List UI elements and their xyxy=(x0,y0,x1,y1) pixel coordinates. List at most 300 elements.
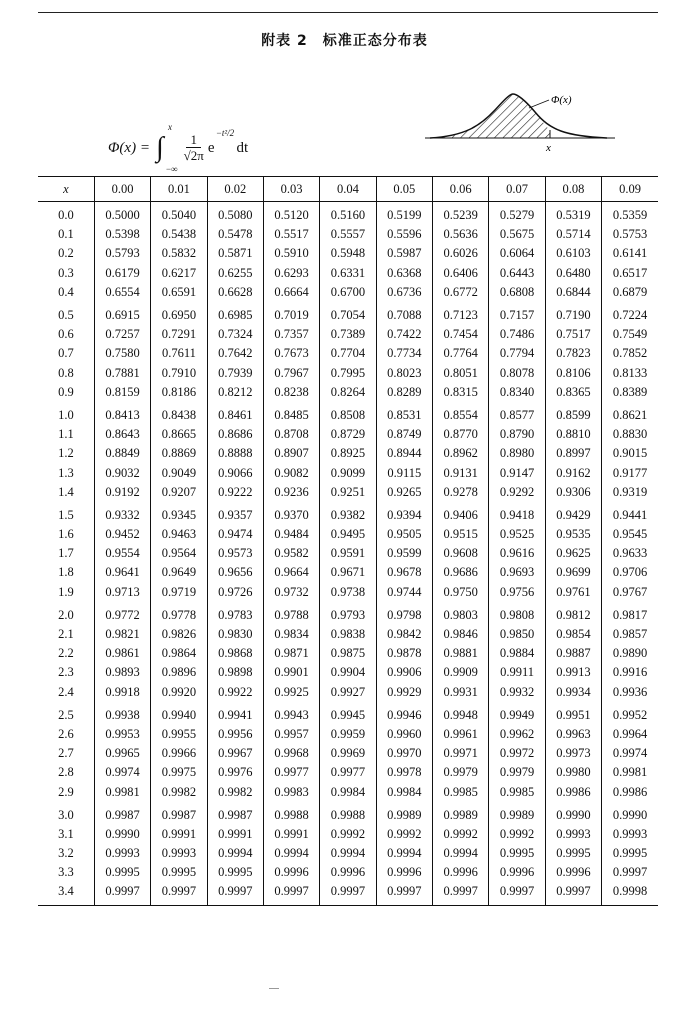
table-cell: 0.6879 xyxy=(602,283,658,302)
table-row xyxy=(38,483,658,502)
table-cell: 0.7486 xyxy=(489,325,545,344)
table-cell: 0.9713 xyxy=(94,583,150,602)
row-header-x: 0.2 xyxy=(58,246,74,261)
row-header-x: 3.0 xyxy=(58,807,74,822)
table-cell: 0.9984 xyxy=(376,782,432,801)
table-cell: 0.9394 xyxy=(376,502,432,525)
table-cell: 0.9418 xyxy=(489,502,545,525)
table-cell: 0.6255 xyxy=(207,264,263,283)
table-cell: 0.7580 xyxy=(94,344,150,363)
table-cell: 0.7764 xyxy=(433,344,489,363)
table-cell: 0.8729 xyxy=(320,425,376,444)
table-cell: 0.6217 xyxy=(151,264,207,283)
row-header-x: 2.1 xyxy=(58,627,74,642)
table-cell: 0.9995 xyxy=(602,844,658,863)
table-row xyxy=(38,344,658,363)
table-cell: 0.7611 xyxy=(151,344,207,363)
table-cell: 0.9671 xyxy=(320,563,376,582)
table-cell: 0.9918 xyxy=(94,683,150,702)
cdf-formula xyxy=(108,122,249,174)
table-cell: 0.8599 xyxy=(545,402,601,425)
table-row xyxy=(38,302,658,325)
table-cell: 0.6664 xyxy=(263,283,319,302)
page-title: 附表 2 标准正态分布表 xyxy=(261,33,428,49)
table-cell: 0.9573 xyxy=(207,544,263,563)
table-row xyxy=(38,425,658,444)
table-cell: 0.9772 xyxy=(94,602,150,625)
table-cell: 0.9406 xyxy=(433,502,489,525)
table-cell: 0.5636 xyxy=(433,225,489,244)
table-cell: 0.8023 xyxy=(376,364,432,383)
table-cell: 0.9969 xyxy=(320,744,376,763)
row-header-x: 0.5 xyxy=(58,308,74,323)
table-cell: 0.9222 xyxy=(207,483,263,502)
table-cell: 0.9987 xyxy=(151,802,207,825)
table-cell: 0.9996 xyxy=(433,863,489,882)
table-cell: 0.5160 xyxy=(320,202,376,226)
table-cell: 0.9732 xyxy=(263,583,319,602)
table-cell: 0.9278 xyxy=(433,483,489,502)
table-row xyxy=(38,844,658,863)
footer-mark xyxy=(269,988,279,989)
table-cell: 0.9925 xyxy=(263,683,319,702)
table-cell: 0.9236 xyxy=(263,483,319,502)
table-cell: 0.8962 xyxy=(433,444,489,463)
fraction-denominator: √2π xyxy=(183,148,204,163)
table-cell: 0.9767 xyxy=(602,583,658,602)
row-header-x: 2.8 xyxy=(58,765,74,780)
table-cell: 0.9793 xyxy=(320,602,376,625)
table-cell: 0.9838 xyxy=(320,625,376,644)
table-row xyxy=(38,525,658,544)
table-cell: 0.5910 xyxy=(263,244,319,263)
table-cell: 0.9881 xyxy=(433,644,489,663)
table-row xyxy=(38,882,658,905)
table-cell: 0.6368 xyxy=(376,264,432,283)
table-cell: 0.9901 xyxy=(263,663,319,682)
row-header-x: 1.3 xyxy=(58,465,74,480)
row-header-x: 1.6 xyxy=(58,527,74,542)
table-row xyxy=(38,364,658,383)
table-cell: 0.5279 xyxy=(489,202,545,226)
table-row xyxy=(38,563,658,582)
table-cell: 0.6026 xyxy=(433,244,489,263)
table-cell: 0.9871 xyxy=(263,644,319,663)
table-cell: 0.9996 xyxy=(320,863,376,882)
table-cell: 0.5675 xyxy=(489,225,545,244)
table-cell: 0.7939 xyxy=(207,364,263,383)
table-row xyxy=(38,725,658,744)
table-cell: 0.6443 xyxy=(489,264,545,283)
table-cell: 0.8686 xyxy=(207,425,263,444)
table-cell: 0.9664 xyxy=(263,563,319,582)
table-cell: 0.9868 xyxy=(207,644,263,663)
table-cell: 0.8186 xyxy=(151,383,207,402)
table-cell: 0.9545 xyxy=(602,525,658,544)
table-cell: 0.9945 xyxy=(320,702,376,725)
table-cell: 0.9292 xyxy=(489,483,545,502)
table-cell: 0.9641 xyxy=(94,563,150,582)
table-cell: 0.7224 xyxy=(602,302,658,325)
table-cell: 0.9515 xyxy=(433,525,489,544)
x-label: x xyxy=(546,142,551,154)
table-cell: 0.5080 xyxy=(207,202,263,226)
table-cell: 0.9985 xyxy=(489,782,545,801)
table-cell: 0.9993 xyxy=(151,844,207,863)
table-cell: 0.9922 xyxy=(207,683,263,702)
table-cell: 0.6985 xyxy=(207,302,263,325)
table-cell: 0.9332 xyxy=(94,502,150,525)
table-cell: 0.9015 xyxy=(602,444,658,463)
table-cell: 0.8849 xyxy=(94,444,150,463)
row-header-x: 0.9 xyxy=(58,384,74,399)
table-cell: 0.9854 xyxy=(545,625,601,644)
table-cell: 0.8461 xyxy=(207,402,263,425)
table-cell: 0.9783 xyxy=(207,602,263,625)
table-cell: 0.8531 xyxy=(376,402,432,425)
table-row xyxy=(38,444,658,463)
table-row xyxy=(38,325,658,344)
table-cell: 0.9929 xyxy=(376,683,432,702)
table-cell: 0.5753 xyxy=(602,225,658,244)
table-cell: 0.9633 xyxy=(602,544,658,563)
column-header-x: x xyxy=(38,177,94,202)
column-header: 0.02 xyxy=(207,177,263,202)
table-cell: 0.9032 xyxy=(94,463,150,482)
table-cell: 0.9761 xyxy=(545,583,601,602)
table-row xyxy=(38,683,658,702)
table-cell: 0.9616 xyxy=(489,544,545,563)
table-cell: 0.9983 xyxy=(263,782,319,801)
table-cell: 0.9979 xyxy=(489,763,545,782)
table-cell: 0.9115 xyxy=(376,463,432,482)
table-row xyxy=(38,264,658,283)
table-cell: 0.6293 xyxy=(263,264,319,283)
table-cell: 0.8315 xyxy=(433,383,489,402)
table-cell: 0.9948 xyxy=(433,702,489,725)
table-cell: 0.9744 xyxy=(376,583,432,602)
table-cell: 0.9985 xyxy=(433,782,489,801)
table-cell: 0.7088 xyxy=(376,302,432,325)
table-cell: 0.8577 xyxy=(489,402,545,425)
table-cell: 0.7910 xyxy=(151,364,207,383)
table-cell: 0.6554 xyxy=(94,283,150,302)
table-cell: 0.9974 xyxy=(94,763,150,782)
table-cell: 0.9957 xyxy=(263,725,319,744)
integral-upper-limit: x xyxy=(167,122,172,132)
column-header: 0.07 xyxy=(489,177,545,202)
table-cell: 0.8980 xyxy=(489,444,545,463)
table-cell: 0.9778 xyxy=(151,602,207,625)
table-cell: 0.9896 xyxy=(151,663,207,682)
table-cell: 0.9961 xyxy=(433,725,489,744)
table-cell: 0.5000 xyxy=(94,202,150,226)
table-row xyxy=(38,644,658,663)
table-cell: 0.7019 xyxy=(263,302,319,325)
table-cell: 0.5120 xyxy=(263,202,319,226)
table-cell: 0.7642 xyxy=(207,344,263,363)
table-row xyxy=(38,802,658,825)
table-cell: 0.9936 xyxy=(602,683,658,702)
table-cell: 0.7995 xyxy=(320,364,376,383)
row-header-x: 1.1 xyxy=(58,427,74,442)
table-cell: 0.9938 xyxy=(94,702,150,725)
table-cell: 0.8997 xyxy=(545,444,601,463)
table-cell: 0.9993 xyxy=(545,825,601,844)
formula-exponential xyxy=(207,127,235,157)
table-row xyxy=(38,463,658,482)
row-header-x: 0.1 xyxy=(58,227,74,242)
table-cell: 0.9834 xyxy=(263,625,319,644)
table-cell: 0.9099 xyxy=(320,463,376,482)
table-cell: 0.9995 xyxy=(94,863,150,882)
table-cell: 0.9147 xyxy=(489,463,545,482)
table-cell: 0.6772 xyxy=(433,283,489,302)
table-cell: 0.5199 xyxy=(376,202,432,226)
table-cell: 0.9382 xyxy=(320,502,376,525)
table-row xyxy=(38,383,658,402)
table-cell: 0.9887 xyxy=(545,644,601,663)
exp-base: e xyxy=(207,139,215,156)
table-cell: 0.9706 xyxy=(602,563,658,582)
table-cell: 0.9474 xyxy=(207,525,263,544)
table-cell: 0.9909 xyxy=(433,663,489,682)
table-cell: 0.9964 xyxy=(602,725,658,744)
table-cell: 0.6103 xyxy=(545,244,601,263)
table-cell: 0.9996 xyxy=(263,863,319,882)
row-header-x: 1.0 xyxy=(58,407,74,422)
normal-distribution-table xyxy=(38,176,658,906)
table-cell: 0.8708 xyxy=(263,425,319,444)
table-cell: 0.9956 xyxy=(207,725,263,744)
table-cell: 0.9997 xyxy=(545,882,601,905)
table-cell: 0.8078 xyxy=(489,364,545,383)
table-row xyxy=(38,244,658,263)
table-cell: 0.9932 xyxy=(489,683,545,702)
table-cell: 0.9984 xyxy=(320,782,376,801)
table-cell: 0.9913 xyxy=(545,663,601,682)
row-header-x: 2.7 xyxy=(58,746,74,761)
table-cell: 0.9463 xyxy=(151,525,207,544)
table-cell: 0.9049 xyxy=(151,463,207,482)
table-cell: 0.9934 xyxy=(545,683,601,702)
table-cell: 0.8389 xyxy=(602,383,658,402)
table-cell: 0.9066 xyxy=(207,463,263,482)
table-cell: 0.5714 xyxy=(545,225,601,244)
table-cell: 0.9974 xyxy=(602,744,658,763)
table-cell: 0.9994 xyxy=(263,844,319,863)
table-cell: 0.6736 xyxy=(376,283,432,302)
table-cell: 0.9898 xyxy=(207,663,263,682)
table-cell: 0.9993 xyxy=(94,844,150,863)
table-cell: 0.9265 xyxy=(376,483,432,502)
table-cell: 0.9251 xyxy=(320,483,376,502)
table-cell: 0.9943 xyxy=(263,702,319,725)
table-cell: 0.8238 xyxy=(263,383,319,402)
table-cell: 0.9997 xyxy=(151,882,207,905)
table-cell: 0.5557 xyxy=(320,225,376,244)
table-cell: 0.9850 xyxy=(489,625,545,644)
table-cell: 0.9319 xyxy=(602,483,658,502)
table-cell: 0.9988 xyxy=(320,802,376,825)
column-header: 0.03 xyxy=(263,177,319,202)
table-cell: 0.5359 xyxy=(602,202,658,226)
table-row xyxy=(38,402,658,425)
table-cell: 0.9996 xyxy=(376,863,432,882)
table-cell: 0.9920 xyxy=(151,683,207,702)
row-header-x: 0.4 xyxy=(58,284,74,299)
table-cell: 0.9997 xyxy=(320,882,376,905)
table-cell: 0.9495 xyxy=(320,525,376,544)
row-header-x: 0.8 xyxy=(58,365,74,380)
row-header-x: 0.7 xyxy=(58,346,74,361)
table-cell: 0.9989 xyxy=(376,802,432,825)
table-row xyxy=(38,544,658,563)
table-cell: 0.6915 xyxy=(94,302,150,325)
table-cell: 0.9890 xyxy=(602,644,658,663)
table-cell: 0.9963 xyxy=(545,725,601,744)
table-cell: 0.9599 xyxy=(376,544,432,563)
table-row xyxy=(38,663,658,682)
table-cell: 0.9973 xyxy=(545,744,601,763)
table-cell: 0.9699 xyxy=(545,563,601,582)
table-cell: 0.9131 xyxy=(433,463,489,482)
table-cell: 0.9995 xyxy=(207,863,263,882)
table-cell: 0.7517 xyxy=(545,325,601,344)
integral-lower-limit: −∞ xyxy=(165,164,178,174)
table-cell: 0.8438 xyxy=(151,402,207,425)
table-cell: 0.8925 xyxy=(320,444,376,463)
table-row xyxy=(38,583,658,602)
table-cell: 0.8770 xyxy=(433,425,489,444)
row-header-x: 1.2 xyxy=(58,446,74,461)
table-cell: 0.7967 xyxy=(263,364,319,383)
table-cell: 0.8051 xyxy=(433,364,489,383)
table-cell: 0.9525 xyxy=(489,525,545,544)
row-header-x: 2.9 xyxy=(58,784,74,799)
table-cell: 0.9916 xyxy=(602,663,658,682)
top-rule xyxy=(38,12,658,13)
table-cell: 0.9535 xyxy=(545,525,601,544)
table-cell: 0.9968 xyxy=(263,744,319,763)
table-row xyxy=(38,744,658,763)
column-header: 0.06 xyxy=(433,177,489,202)
row-header-x: 2.3 xyxy=(58,665,74,680)
row-header-x: 2.0 xyxy=(58,607,74,622)
table-cell: 0.6628 xyxy=(207,283,263,302)
table-cell: 0.9962 xyxy=(489,725,545,744)
table-cell: 0.7324 xyxy=(207,325,263,344)
table-cell: 0.9656 xyxy=(207,563,263,582)
table-row xyxy=(38,225,658,244)
table-cell: 0.9994 xyxy=(433,844,489,863)
table-cell: 0.9207 xyxy=(151,483,207,502)
table-cell: 0.7794 xyxy=(489,344,545,363)
table-cell: 0.8830 xyxy=(602,425,658,444)
table-cell: 0.8810 xyxy=(545,425,601,444)
table-cell: 0.5793 xyxy=(94,244,150,263)
table-cell: 0.9990 xyxy=(545,802,601,825)
table-cell: 0.9977 xyxy=(320,763,376,782)
table-cell: 0.8869 xyxy=(151,444,207,463)
table-row xyxy=(38,825,658,844)
table-cell: 0.6480 xyxy=(545,264,601,283)
table-cell: 0.6179 xyxy=(94,264,150,283)
table-cell: 0.9861 xyxy=(94,644,150,663)
table-cell: 0.9987 xyxy=(207,802,263,825)
table-cell: 0.6950 xyxy=(151,302,207,325)
table-cell: 0.9955 xyxy=(151,725,207,744)
table-cell: 0.5948 xyxy=(320,244,376,263)
table-cell: 0.5239 xyxy=(433,202,489,226)
table-row xyxy=(38,502,658,525)
table-cell: 0.9995 xyxy=(151,863,207,882)
table-cell: 0.9990 xyxy=(94,825,150,844)
table-cell: 0.9978 xyxy=(376,763,432,782)
table-cell: 0.9994 xyxy=(376,844,432,863)
table-cell: 0.9686 xyxy=(433,563,489,582)
table-cell: 0.9997 xyxy=(376,882,432,905)
table-cell: 0.8790 xyxy=(489,425,545,444)
table-cell: 0.9990 xyxy=(602,802,658,825)
table-cell: 0.7852 xyxy=(602,344,658,363)
table-cell: 0.9995 xyxy=(545,844,601,863)
row-header-x: 3.2 xyxy=(58,846,74,861)
table-cell: 0.8133 xyxy=(602,364,658,383)
table-cell: 0.5478 xyxy=(207,225,263,244)
table-cell: 0.8106 xyxy=(545,364,601,383)
row-header-x: 2.4 xyxy=(58,684,74,699)
row-header-x: 3.1 xyxy=(58,826,74,841)
table-cell: 0.5319 xyxy=(545,202,601,226)
table-cell: 0.9997 xyxy=(489,882,545,905)
table-cell: 0.7357 xyxy=(263,325,319,344)
table-cell: 0.9967 xyxy=(207,744,263,763)
table-cell: 0.7881 xyxy=(94,364,150,383)
table-cell: 0.9996 xyxy=(489,863,545,882)
row-header-x: 3.3 xyxy=(58,865,74,880)
table-cell: 0.9906 xyxy=(376,663,432,682)
table-cell: 0.5040 xyxy=(151,202,207,226)
table-cell: 0.9952 xyxy=(602,702,658,725)
table-cell: 0.9306 xyxy=(545,483,601,502)
table-cell: 0.9177 xyxy=(602,463,658,482)
table-cell: 0.5517 xyxy=(263,225,319,244)
table-cell: 0.9812 xyxy=(545,602,601,625)
table-cell: 0.9992 xyxy=(433,825,489,844)
table-cell: 0.9357 xyxy=(207,502,263,525)
table-cell: 0.9951 xyxy=(545,702,601,725)
table-cell: 0.9591 xyxy=(320,544,376,563)
table-cell: 0.9817 xyxy=(602,602,658,625)
table-cell: 0.9976 xyxy=(207,763,263,782)
table-cell: 0.9997 xyxy=(207,882,263,905)
table-cell: 0.6406 xyxy=(433,264,489,283)
table-cell: 0.9693 xyxy=(489,563,545,582)
table-cell: 0.9846 xyxy=(433,625,489,644)
table-cell: 0.8485 xyxy=(263,402,319,425)
table-cell: 0.6808 xyxy=(489,283,545,302)
table-cell: 0.9972 xyxy=(489,744,545,763)
table-cell: 0.7389 xyxy=(320,325,376,344)
table-cell: 0.6331 xyxy=(320,264,376,283)
table-cell: 0.9370 xyxy=(263,502,319,525)
table-cell: 0.7054 xyxy=(320,302,376,325)
table-cell: 0.9979 xyxy=(433,763,489,782)
table-cell: 0.9878 xyxy=(376,644,432,663)
table-cell: 0.7673 xyxy=(263,344,319,363)
table-cell: 0.9582 xyxy=(263,544,319,563)
